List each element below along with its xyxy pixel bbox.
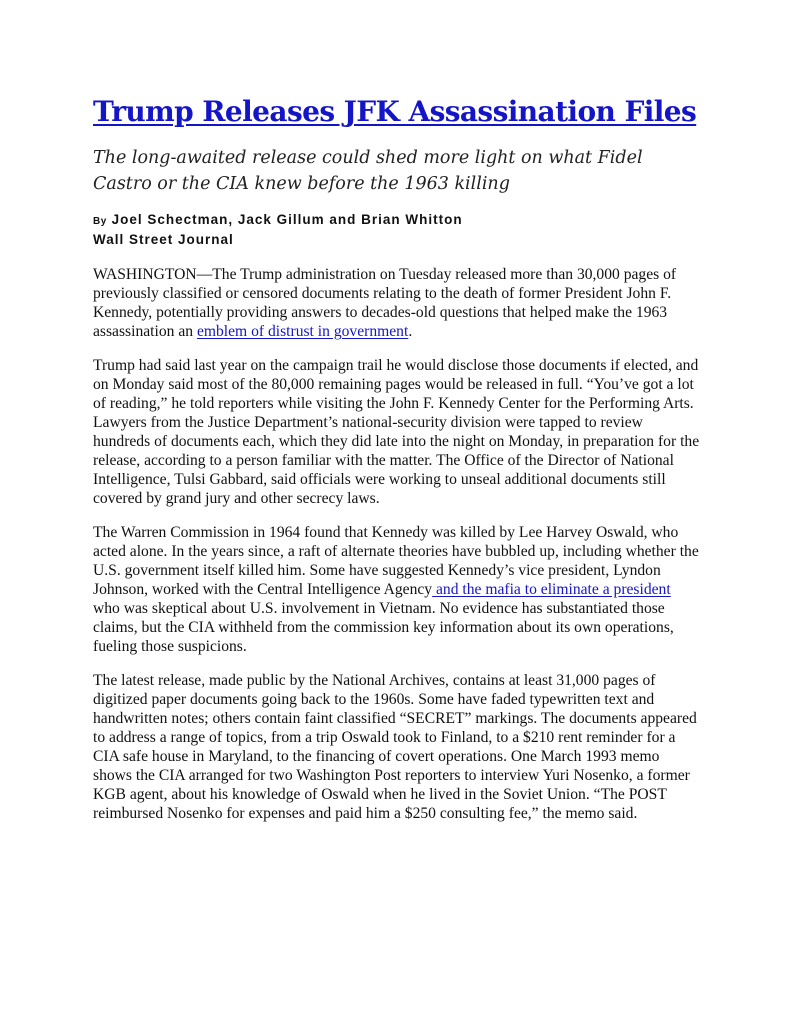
article-content <box>93 92 701 838</box>
paragraph-3-end: who was skeptical about U.S. involvement in Vietnam. No evidence has substantiated those claims, but the CIA withheld from the commission key information about its own operations, fueling those suspicions. <box>93 600 674 655</box>
byline-authors-line <box>93 211 701 231</box>
paragraph-4: The latest release, made public by the National Archives, contains at least 31,000 pages of digitized paper documents going back to the 1960s. Some have faded typewritten text and handwritten notes; others contain faint classified “SECRET” markings. The documents appeared to address a range of topics, from a trip Oswald took to Finland, to a $210 rent reminder for a CIA safe house in Maryland, to the financing of covert operations. One March 1993 memo shows the CIA arranged for two Washington Post reporters to interview Yuri Nosenko, a former KGB agent, about his knowledge of Oswald when he lived in the Soviet Union. “The POST reimbursed Nosenko for expenses and paid him a $250 consulting fee,” the memo said. <box>93 672 697 822</box>
article-body <box>93 265 701 823</box>
mafia-eliminate-president-link[interactable]: and the mafia to eliminate a president <box>432 581 671 598</box>
byline-authors: Joel Schectman, Jack Gillum and Brian Whitton <box>111 212 463 227</box>
paragraph-2: Trump had said last year on the campaign trail he would disclose those documents if elected, and on Monday said most of the 80,000 remaining pages would be released in full. “You’ve got a lot of reading,” he told reporters while visiting the John F. Kennedy Center for the Performing Arts. Lawyers from the Justice Department’s national-security division were tapped to review hundreds of documents each, which they did late into the night on Monday, in preparation for the release, according to a person familiar with the matter. The Office of the Director of National Intelligence, Tulsi Gabbard, said officials were working to unseal additional documents still covered by grand jury and other secrecy laws. <box>93 357 700 507</box>
byline <box>93 211 701 249</box>
emblem-of-distrust-link[interactable]: emblem of distrust in government <box>196 323 409 340</box>
paragraph-1 <box>93 265 701 341</box>
byline-prefix: By <box>93 216 107 227</box>
paragraph-1-end: . <box>408 323 413 340</box>
byline-publication: Wall Street Journal <box>93 232 234 247</box>
article-headline-link[interactable]: Trump Releases JFK Assassination Files <box>93 95 697 128</box>
paragraph-3 <box>93 523 701 656</box>
paragraph-3-text: The Warren Commission in 1964 found that Kennedy was killed by Lee Harvey Oswald, who acted alone. In the years since, a raft of alternate theories have bubbled up, including whether the U.S. government itself killed him. Some have suggested Kennedy’s vice president, Lyndon Johnson, worked with the Central Intelligence Agency <box>93 524 699 598</box>
paragraph-1-text: WASHINGTON—The Trump administration on Tuesday released more than 30,000 pages of previously classified or censored documents relating to the death of former President John F. Kennedy, potentially providing answers to decades-old questions that helped make the 1963 assassination an <box>93 266 677 340</box>
article-subheadline: The long-awaited release could shed more light on what Fidel Castro or the CIA knew before the 1963 killing <box>93 148 643 194</box>
